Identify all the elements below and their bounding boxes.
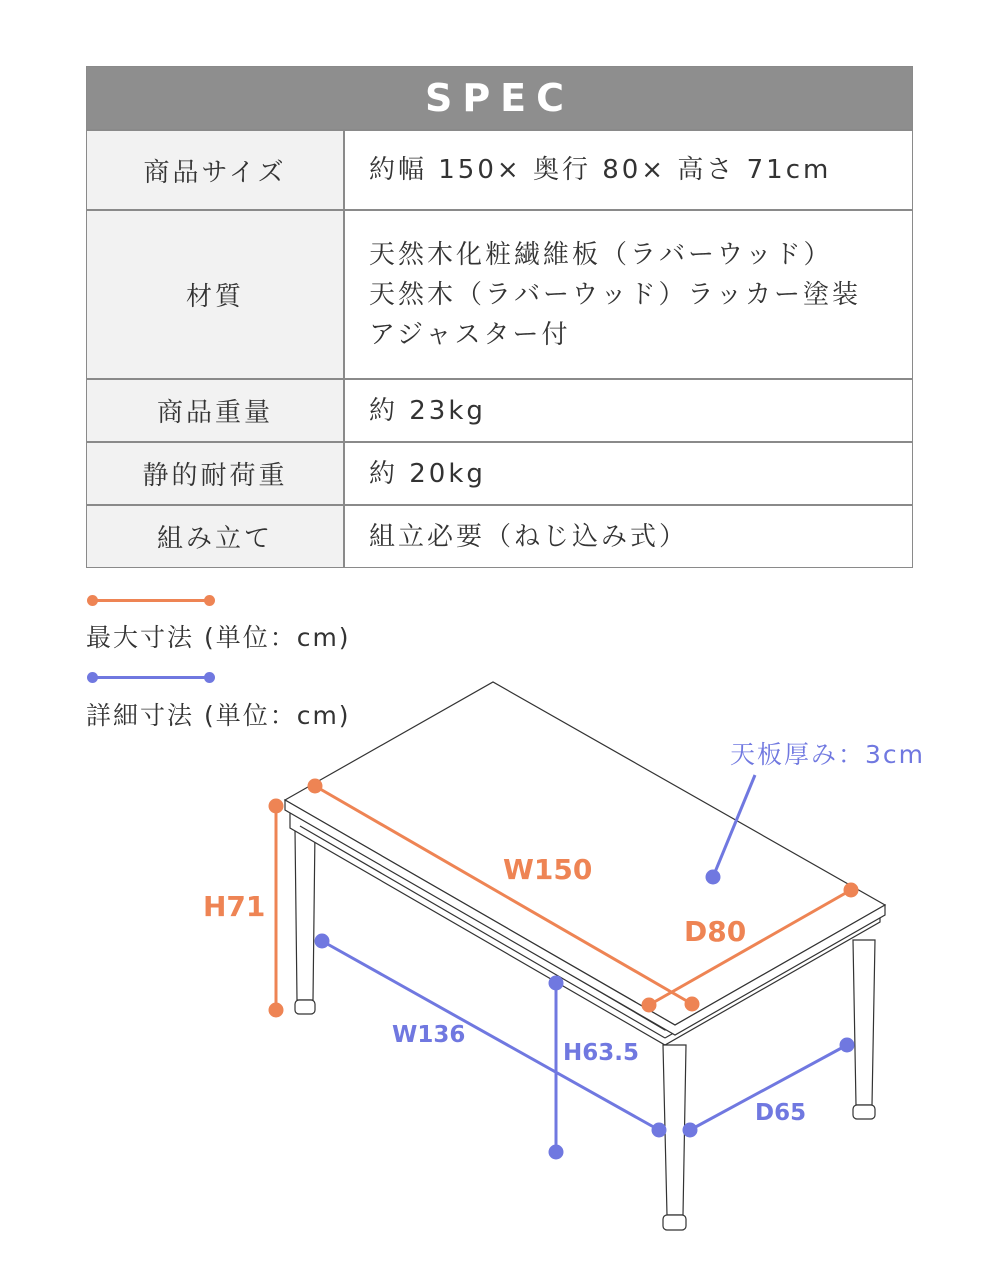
detail-legend-label: 詳細寸法 (単位：cm) xyxy=(86,701,351,730)
row-value: 約幅 150× 奥行 80× 高さ 71cm xyxy=(369,155,832,185)
max-legend-label: 最大寸法 (単位：cm) xyxy=(86,623,351,652)
row-value: 約 23kg xyxy=(369,395,486,426)
row-value: 組立必要（ねじ込み式） xyxy=(369,521,689,552)
row-label: 商品重量 xyxy=(87,380,345,441)
h71-label: H71 xyxy=(203,890,266,923)
d65-label: D65 xyxy=(755,1100,807,1126)
thickness-label: 天板厚み：3cm xyxy=(730,740,926,769)
row-value: アジャスター付 xyxy=(369,319,571,350)
w136-label: W136 xyxy=(392,1022,466,1048)
w150-label: W150 xyxy=(503,853,593,886)
row-label: 静的耐荷重 xyxy=(87,443,345,504)
h635-label: H63.5 xyxy=(563,1040,639,1066)
d80-label: D80 xyxy=(684,915,747,948)
row-value: 約 20kg xyxy=(369,458,486,489)
spec-title: SPEC xyxy=(87,67,912,129)
row-label: 材質 xyxy=(87,211,345,378)
row-label: 商品サイズ xyxy=(87,131,345,209)
row-value: 天然木化粧繊維板（ラバーウッド） xyxy=(369,239,833,270)
row-label: 組み立て xyxy=(87,506,345,567)
row-value: 天然木（ラバーウッド）ラッカー塗装 xyxy=(369,279,861,310)
